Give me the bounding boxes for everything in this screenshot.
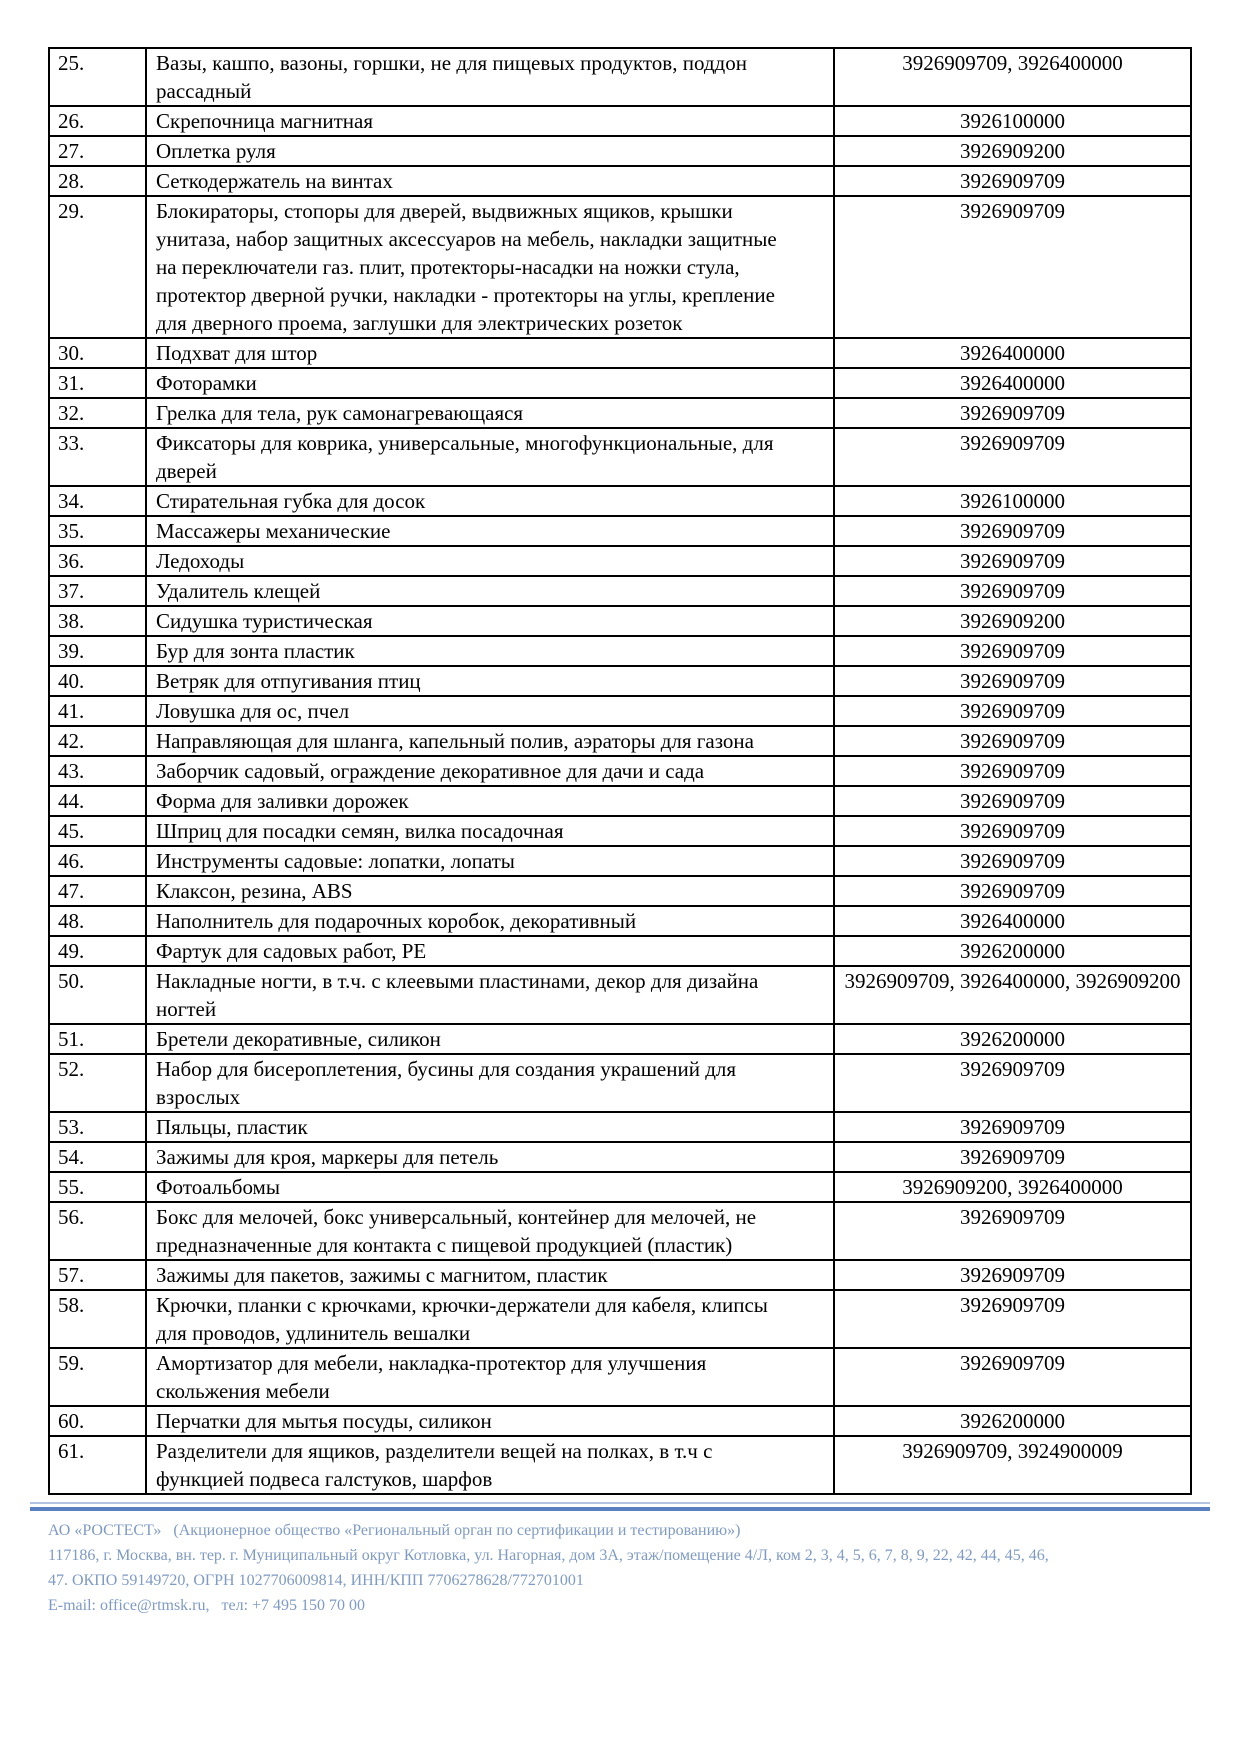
divider-dark-line xyxy=(30,1507,1210,1511)
row-description: Заборчик садовый, ограждение декоративное для дачи и сада xyxy=(146,756,834,786)
row-number: 57. xyxy=(49,1260,146,1290)
row-number: 48. xyxy=(49,906,146,936)
row-number: 47. xyxy=(49,876,146,906)
row-description: Форма для заливки дорожек xyxy=(146,786,834,816)
row-codes: 3926909709 xyxy=(834,1290,1191,1348)
table-row xyxy=(49,846,1191,876)
row-description: Фоторамки xyxy=(146,368,834,398)
table-row xyxy=(49,786,1191,816)
table-row xyxy=(49,546,1191,576)
row-description: Сидушка туристическая xyxy=(146,606,834,636)
table-row xyxy=(49,1436,1191,1494)
row-number: 29. xyxy=(49,196,146,338)
table-row xyxy=(49,876,1191,906)
row-number: 60. xyxy=(49,1406,146,1436)
footer-address-line: 117186, г. Москва, вн. тер. г. Муниципальный округ Котловка, ул. Нагорная, дом 3А, этаж/помещение 4/Л, ком 2, 3, 4, 5, 6, 7, 8, 9, 22, 42, 44, 45, 46, xyxy=(48,1547,1049,1564)
row-description: Удалитель клещей xyxy=(146,576,834,606)
row-description: Грелка для тела, рук самонагревающаяся xyxy=(146,398,834,428)
row-description: Бур для зонта пластик xyxy=(146,636,834,666)
row-codes: 3926400000 xyxy=(834,338,1191,368)
row-description: Клаксон, резина, ABS xyxy=(146,876,834,906)
row-codes: 3926909709 xyxy=(834,546,1191,576)
row-number: 39. xyxy=(49,636,146,666)
row-description: Направляющая для шланга, капельный полив, аэраторы для газона xyxy=(146,726,834,756)
row-description: Оплетка руля xyxy=(146,136,834,166)
row-number: 25. xyxy=(49,48,146,106)
row-description: Сеткодержатель на винтах xyxy=(146,166,834,196)
table-row xyxy=(49,696,1191,726)
row-codes: 3926909709 xyxy=(834,726,1191,756)
table-row xyxy=(49,1054,1191,1112)
row-number: 50. xyxy=(49,966,146,1024)
row-codes: 3926909709 xyxy=(834,1112,1191,1142)
row-description: Ветряк для отпугивания птиц xyxy=(146,666,834,696)
table-row xyxy=(49,606,1191,636)
footer-registration-line: 47. ОКПО 59149720, ОГРН 1027706009814, ИНН/КПП 7706278628/772701001 xyxy=(48,1572,584,1589)
row-description: Зажимы для кроя, маркеры для петель xyxy=(146,1142,834,1172)
row-description: Набор для бисероплетения, бусины для создания украшений для взрослых xyxy=(146,1054,834,1112)
row-description: Инструменты садовые: лопатки, лопаты xyxy=(146,846,834,876)
row-number: 31. xyxy=(49,368,146,398)
row-description: Шприц для посадки семян, вилка посадочная xyxy=(146,816,834,846)
row-codes: 3926909709 xyxy=(834,1142,1191,1172)
footer-company-line: АО «РОСТЕСТ» (Акционерное общество «Региональный орган по сертификации и тестированию») xyxy=(48,1522,741,1539)
row-number: 37. xyxy=(49,576,146,606)
row-codes: 3926200000 xyxy=(834,936,1191,966)
table-row xyxy=(49,166,1191,196)
row-description: Подхват для штор xyxy=(146,338,834,368)
row-description: Пяльцы, пластик xyxy=(146,1112,834,1142)
row-codes: 3926909709 xyxy=(834,846,1191,876)
row-number: 26. xyxy=(49,106,146,136)
row-codes: 3926400000 xyxy=(834,368,1191,398)
row-codes: 3926909709 xyxy=(834,398,1191,428)
row-number: 61. xyxy=(49,1436,146,1494)
table-row xyxy=(49,338,1191,368)
row-codes: 3926909709 xyxy=(834,1202,1191,1260)
row-number: 46. xyxy=(49,846,146,876)
table-row xyxy=(49,196,1191,338)
row-codes: 3926909709 xyxy=(834,696,1191,726)
table-row xyxy=(49,1290,1191,1348)
table-row xyxy=(49,1406,1191,1436)
row-number: 41. xyxy=(49,696,146,726)
table-row xyxy=(49,576,1191,606)
footer xyxy=(48,1518,1180,1618)
table-row xyxy=(49,48,1191,106)
table-row xyxy=(49,666,1191,696)
table-row xyxy=(49,1348,1191,1406)
row-number: 35. xyxy=(49,516,146,546)
product-codes-table xyxy=(48,47,1192,1495)
table-row xyxy=(49,816,1191,846)
row-codes: 3926909709 xyxy=(834,428,1191,486)
table-row xyxy=(49,1142,1191,1172)
row-description: Накладные ногти, в т.ч. с клеевыми пластинами, декор для дизайна ногтей xyxy=(146,966,834,1024)
row-number: 32. xyxy=(49,398,146,428)
table-row xyxy=(49,516,1191,546)
row-codes: 3926909709, 3926400000, 3926909200 xyxy=(834,966,1191,1024)
row-number: 53. xyxy=(49,1112,146,1142)
row-description: Крючки, планки с крючками, крючки-держатели для кабеля, клипсы для проводов, удлинитель вешалки xyxy=(146,1290,834,1348)
row-number: 54. xyxy=(49,1142,146,1172)
row-codes: 3926909709, 3926400000 xyxy=(834,48,1191,106)
row-codes: 3926909709 xyxy=(834,1260,1191,1290)
row-codes: 3926909709 xyxy=(834,756,1191,786)
row-codes: 3926200000 xyxy=(834,1406,1191,1436)
row-number: 38. xyxy=(49,606,146,636)
row-description: Амортизатор для мебели, накладка-протектор для улучшения скольжения мебели xyxy=(146,1348,834,1406)
row-codes: 3926909709 xyxy=(834,166,1191,196)
row-codes: 3926909200 xyxy=(834,606,1191,636)
row-codes: 3926909709 xyxy=(834,786,1191,816)
footer-contact-line: E-mail: office@rtmsk.ru, тел: +7 495 150 70 00 xyxy=(48,1597,366,1614)
row-description: Стирательная губка для досок xyxy=(146,486,834,516)
row-number: 30. xyxy=(49,338,146,368)
row-codes: 3926909709 xyxy=(834,196,1191,338)
row-codes: 3926909200, 3926400000 xyxy=(834,1172,1191,1202)
row-number: 52. xyxy=(49,1054,146,1112)
table-row xyxy=(49,906,1191,936)
row-codes: 3926909709 xyxy=(834,576,1191,606)
row-number: 44. xyxy=(49,786,146,816)
row-codes: 3926909200 xyxy=(834,136,1191,166)
row-description: Массажеры механические xyxy=(146,516,834,546)
table-row xyxy=(49,726,1191,756)
table-row xyxy=(49,756,1191,786)
row-description: Бокс для мелочей, бокс универсальный, контейнер для мелочей, не предназначенные для контакта с пищевой продукцией (пластик) xyxy=(146,1202,834,1260)
row-codes: 3926200000 xyxy=(834,1024,1191,1054)
row-number: 56. xyxy=(49,1202,146,1260)
table-row xyxy=(49,1112,1191,1142)
row-codes: 3926909709 xyxy=(834,1348,1191,1406)
table-row xyxy=(49,136,1191,166)
row-codes: 3926909709 xyxy=(834,876,1191,906)
row-codes: 3926909709, 3924900009 xyxy=(834,1436,1191,1494)
table-row xyxy=(49,1172,1191,1202)
table-row xyxy=(49,486,1191,516)
table-row xyxy=(49,106,1191,136)
row-description: Скрепочница магнитная xyxy=(146,106,834,136)
row-number: 33. xyxy=(49,428,146,486)
row-description: Фартук для садовых работ, PE xyxy=(146,936,834,966)
table-row xyxy=(49,1260,1191,1290)
row-codes: 3926909709 xyxy=(834,516,1191,546)
row-codes: 3926100000 xyxy=(834,106,1191,136)
row-description: Вазы, кашпо, вазоны, горшки, не для пищевых продуктов, поддон рассадный xyxy=(146,48,834,106)
row-number: 40. xyxy=(49,666,146,696)
row-description: Разделители для ящиков, разделители вещей на полках, в т.ч с функцией подвеса галстуков, шарфов xyxy=(146,1436,834,1494)
row-codes: 3926909709 xyxy=(834,1054,1191,1112)
row-description: Блокираторы, стопоры для дверей, выдвижных ящиков, крышки унитаза, набор защитных аксессуаров на мебель, накладки защитные на переключатели газ. плит, протекторы-насадки на ножки стула, протектор дверной ручки, накладки - протекторы на углы, крепление для дверного проема, заглушки для электрических розеток xyxy=(146,196,834,338)
row-description: Фиксаторы для коврика, универсальные, многофункциональные, для дверей xyxy=(146,428,834,486)
table-row xyxy=(49,1024,1191,1054)
row-number: 58. xyxy=(49,1290,146,1348)
footer-divider xyxy=(30,1502,1210,1511)
row-codes: 3926909709 xyxy=(834,636,1191,666)
table-row xyxy=(49,966,1191,1024)
row-description: Ловушка для ос, пчел xyxy=(146,696,834,726)
table-row xyxy=(49,636,1191,666)
row-codes: 3926909709 xyxy=(834,816,1191,846)
table-row xyxy=(49,936,1191,966)
row-description: Фотоальбомы xyxy=(146,1172,834,1202)
row-description: Перчатки для мытья посуды, силикон xyxy=(146,1406,834,1436)
row-number: 51. xyxy=(49,1024,146,1054)
row-number: 49. xyxy=(49,936,146,966)
row-number: 43. xyxy=(49,756,146,786)
row-number: 55. xyxy=(49,1172,146,1202)
row-description: Бретели декоративные, силикон xyxy=(146,1024,834,1054)
row-number: 45. xyxy=(49,816,146,846)
row-codes: 3926100000 xyxy=(834,486,1191,516)
row-number: 28. xyxy=(49,166,146,196)
row-number: 34. xyxy=(49,486,146,516)
row-codes: 3926400000 xyxy=(834,906,1191,936)
row-number: 27. xyxy=(49,136,146,166)
table-row xyxy=(49,1202,1191,1260)
table-row xyxy=(49,428,1191,486)
row-number: 42. xyxy=(49,726,146,756)
row-number: 59. xyxy=(49,1348,146,1406)
row-number: 36. xyxy=(49,546,146,576)
row-codes: 3926909709 xyxy=(834,666,1191,696)
row-description: Ледоходы xyxy=(146,546,834,576)
table-row xyxy=(49,398,1191,428)
table-row xyxy=(49,368,1191,398)
row-description: Наполнитель для подарочных коробок, декоративный xyxy=(146,906,834,936)
row-description: Зажимы для пакетов, зажимы с магнитом, пластик xyxy=(146,1260,834,1290)
